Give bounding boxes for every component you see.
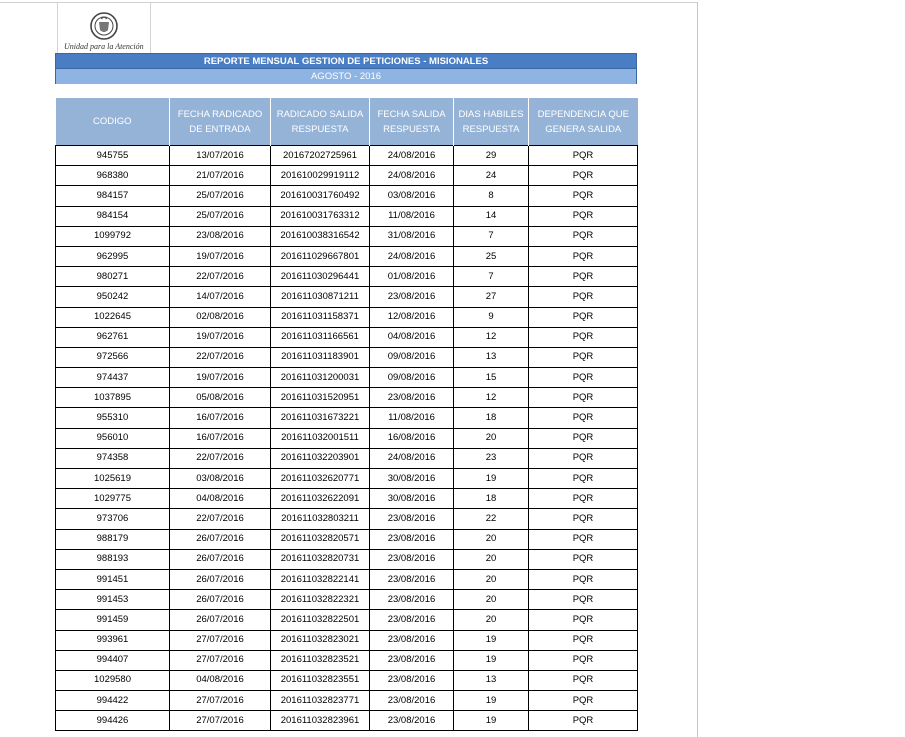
radicado-salida-cell: 201611031520951 [271, 388, 370, 408]
table-row [56, 347, 638, 367]
codigo-cell: 994407 [56, 650, 170, 670]
codigo-cell: 984154 [56, 206, 170, 226]
codigo-cell: 991459 [56, 610, 170, 630]
codigo-cell: 1029775 [56, 489, 170, 509]
table-header-row [56, 98, 638, 146]
institution-logo [57, 3, 151, 54]
fecha-radicado-cell: 25/07/2016 [170, 186, 271, 206]
fecha-salida-cell: 23/08/2016 [370, 590, 454, 610]
dependencia-cell: PQR [529, 489, 638, 509]
fecha-salida-cell: 23/08/2016 [370, 630, 454, 650]
fecha-salida-cell: 16/08/2016 [370, 428, 454, 448]
radicado-salida-cell: 201611032820731 [271, 549, 370, 569]
fecha-salida-cell: 24/08/2016 [370, 246, 454, 266]
radicado-salida-cell: 201611031166561 [271, 327, 370, 347]
dependencia-cell: PQR [529, 549, 638, 569]
codigo-cell: 945755 [56, 146, 170, 166]
fecha-radicado-cell: 04/08/2016 [170, 670, 271, 690]
dependencia-cell: PQR [529, 388, 638, 408]
fecha-salida-cell: 31/08/2016 [370, 226, 454, 246]
coat-of-arms-icon [89, 11, 119, 41]
dias-habiles-cell: 19 [454, 711, 529, 731]
codigo-cell: 988179 [56, 529, 170, 549]
table-row [56, 327, 638, 347]
table-row [56, 630, 638, 650]
fecha-radicado-cell: 19/07/2016 [170, 327, 271, 347]
dias-habiles-cell: 13 [454, 670, 529, 690]
dias-habiles-cell: 15 [454, 368, 529, 388]
fecha-salida-cell: 11/08/2016 [370, 408, 454, 428]
table-row [56, 287, 638, 307]
table-row [56, 691, 638, 711]
radicado-salida-cell: 201611029667801 [271, 246, 370, 266]
fecha-radicado-cell: 26/07/2016 [170, 610, 271, 630]
dias-habiles-cell: 18 [454, 408, 529, 428]
fecha-radicado-cell: 05/08/2016 [170, 388, 271, 408]
fecha-radicado-cell: 22/07/2016 [170, 448, 271, 468]
dependencia-cell: PQR [529, 670, 638, 690]
codigo-cell: 991451 [56, 569, 170, 589]
dias-habiles-cell: 7 [454, 267, 529, 287]
fecha-salida-cell: 24/08/2016 [370, 448, 454, 468]
fecha-radicado-cell: 22/07/2016 [170, 267, 271, 287]
radicado-salida-cell: 20167202725961 [271, 146, 370, 166]
fecha-salida-cell: 23/08/2016 [370, 529, 454, 549]
radicado-salida-cell: 201611032823961 [271, 711, 370, 731]
table-row [56, 590, 638, 610]
fecha-radicado-cell: 03/08/2016 [170, 469, 271, 489]
dependencia-cell: PQR [529, 347, 638, 367]
fecha-radicado-cell: 27/07/2016 [170, 650, 271, 670]
dias-habiles-cell: 20 [454, 428, 529, 448]
dias-habiles-cell: 20 [454, 549, 529, 569]
radicado-salida-cell: 201611030296441 [271, 267, 370, 287]
dependencia-cell: PQR [529, 408, 638, 428]
report-period: AGOSTO - 2016 [55, 69, 637, 84]
dias-habiles-cell: 27 [454, 287, 529, 307]
dias-habiles-cell: 25 [454, 246, 529, 266]
dependencia-cell: PQR [529, 186, 638, 206]
codigo-cell: 962995 [56, 246, 170, 266]
fecha-radicado-cell: 19/07/2016 [170, 368, 271, 388]
dias-habiles-cell: 18 [454, 489, 529, 509]
fecha-salida-cell: 23/08/2016 [370, 509, 454, 529]
dependencia-cell: PQR [529, 206, 638, 226]
dependencia-cell: PQR [529, 650, 638, 670]
fecha-radicado-cell: 23/08/2016 [170, 226, 271, 246]
dias-habiles-cell: 24 [454, 166, 529, 186]
dias-habiles-cell: 8 [454, 186, 529, 206]
codigo-cell: 994426 [56, 711, 170, 731]
table-row [56, 388, 638, 408]
header-codigo: CODIGO [56, 98, 170, 146]
radicado-salida-cell: 201610031763312 [271, 206, 370, 226]
table-row [56, 448, 638, 468]
fecha-salida-cell: 23/08/2016 [370, 388, 454, 408]
dependencia-cell: PQR [529, 691, 638, 711]
fecha-radicado-cell: 26/07/2016 [170, 590, 271, 610]
table-row [56, 610, 638, 630]
radicado-salida-cell: 201611031158371 [271, 307, 370, 327]
fecha-salida-cell: 24/08/2016 [370, 146, 454, 166]
fecha-radicado-cell: 19/07/2016 [170, 246, 271, 266]
codigo-cell: 1029580 [56, 670, 170, 690]
fecha-salida-cell: 23/08/2016 [370, 549, 454, 569]
codigo-cell: 994422 [56, 691, 170, 711]
radicado-salida-cell: 201611032822321 [271, 590, 370, 610]
table-row [56, 529, 638, 549]
fecha-radicado-cell: 16/07/2016 [170, 428, 271, 448]
codigo-cell: 956010 [56, 428, 170, 448]
radicado-salida-cell: 201611032823551 [271, 670, 370, 690]
radicado-salida-cell: 201611032823771 [271, 691, 370, 711]
table-row [56, 650, 638, 670]
table-row [56, 186, 638, 206]
dependencia-cell: PQR [529, 711, 638, 731]
dependencia-cell: PQR [529, 569, 638, 589]
fecha-salida-cell: 23/08/2016 [370, 610, 454, 630]
table-row [56, 428, 638, 448]
header-dependencia: DEPENDENCIA QUE GENERA SALIDA [529, 98, 638, 146]
table-row [56, 408, 638, 428]
fecha-radicado-cell: 02/08/2016 [170, 307, 271, 327]
codigo-cell: 980271 [56, 267, 170, 287]
radicado-salida-cell: 201611032001511 [271, 428, 370, 448]
dias-habiles-cell: 19 [454, 630, 529, 650]
dependencia-cell: PQR [529, 630, 638, 650]
fecha-radicado-cell: 21/07/2016 [170, 166, 271, 186]
dependencia-cell: PQR [529, 529, 638, 549]
petitions-table [55, 98, 638, 731]
codigo-cell: 993961 [56, 630, 170, 650]
dependencia-cell: PQR [529, 246, 638, 266]
dias-habiles-cell: 12 [454, 327, 529, 347]
fecha-salida-cell: 09/08/2016 [370, 347, 454, 367]
fecha-radicado-cell: 16/07/2016 [170, 408, 271, 428]
dependencia-cell: PQR [529, 226, 638, 246]
radicado-salida-cell: 201611032620771 [271, 469, 370, 489]
header-fecha-radicado: FECHA RADICADO DE ENTRADA [170, 98, 271, 146]
table-row [56, 246, 638, 266]
fecha-radicado-cell: 13/07/2016 [170, 146, 271, 166]
dependencia-cell: PQR [529, 287, 638, 307]
codigo-cell: 984157 [56, 186, 170, 206]
dias-habiles-cell: 23 [454, 448, 529, 468]
fecha-radicado-cell: 26/07/2016 [170, 569, 271, 589]
table-row [56, 509, 638, 529]
dias-habiles-cell: 14 [454, 206, 529, 226]
radicado-salida-cell: 201611032823521 [271, 650, 370, 670]
header-radicado-salida: RADICADO SALIDA RESPUESTA [271, 98, 370, 146]
table-row [56, 670, 638, 690]
codigo-cell: 968380 [56, 166, 170, 186]
radicado-salida-cell: 201611032622091 [271, 489, 370, 509]
dependencia-cell: PQR [529, 146, 638, 166]
radicado-salida-cell: 201611032803211 [271, 509, 370, 529]
report-title: REPORTE MENSUAL GESTION DE PETICIONES - MISIONALES [55, 53, 637, 69]
dias-habiles-cell: 19 [454, 469, 529, 489]
fecha-salida-cell: 23/08/2016 [370, 287, 454, 307]
dependencia-cell: PQR [529, 307, 638, 327]
dependencia-cell: PQR [529, 610, 638, 630]
dependencia-cell: PQR [529, 267, 638, 287]
table-row [56, 206, 638, 226]
table-row [56, 469, 638, 489]
fecha-radicado-cell: 22/07/2016 [170, 347, 271, 367]
dependencia-cell: PQR [529, 327, 638, 347]
fecha-salida-cell: 23/08/2016 [370, 670, 454, 690]
dependencia-cell: PQR [529, 368, 638, 388]
dependencia-cell: PQR [529, 509, 638, 529]
radicado-salida-cell: 201611032822141 [271, 569, 370, 589]
table-row [56, 267, 638, 287]
table-body [56, 146, 638, 731]
logo-caption: Unidad para la Atención [64, 42, 144, 51]
fecha-salida-cell: 24/08/2016 [370, 166, 454, 186]
radicado-salida-cell: 201611032203901 [271, 448, 370, 468]
radicado-salida-cell: 201610031760492 [271, 186, 370, 206]
fecha-salida-cell: 23/08/2016 [370, 711, 454, 731]
fecha-radicado-cell: 04/08/2016 [170, 489, 271, 509]
codigo-cell: 962761 [56, 327, 170, 347]
fecha-radicado-cell: 27/07/2016 [170, 691, 271, 711]
radicado-salida-cell: 201610029919112 [271, 166, 370, 186]
codigo-cell: 972566 [56, 347, 170, 367]
fecha-salida-cell: 03/08/2016 [370, 186, 454, 206]
dias-habiles-cell: 19 [454, 650, 529, 670]
dependencia-cell: PQR [529, 448, 638, 468]
header-dias-habiles: DIAS HABILES RESPUESTA [454, 98, 529, 146]
radicado-salida-cell: 201611031673221 [271, 408, 370, 428]
codigo-cell: 974358 [56, 448, 170, 468]
table-row [56, 166, 638, 186]
fecha-salida-cell: 23/08/2016 [370, 691, 454, 711]
fecha-radicado-cell: 26/07/2016 [170, 529, 271, 549]
codigo-cell: 1025619 [56, 469, 170, 489]
radicado-salida-cell: 201611032822501 [271, 610, 370, 630]
radicado-salida-cell: 201611032823021 [271, 630, 370, 650]
fecha-radicado-cell: 27/07/2016 [170, 711, 271, 731]
fecha-salida-cell: 09/08/2016 [370, 368, 454, 388]
radicado-salida-cell: 201611031183901 [271, 347, 370, 367]
page-right-edge [697, 2, 698, 737]
fecha-radicado-cell: 27/07/2016 [170, 630, 271, 650]
radicado-salida-cell: 201610038316542 [271, 226, 370, 246]
codigo-cell: 988193 [56, 549, 170, 569]
codigo-cell: 955310 [56, 408, 170, 428]
fecha-radicado-cell: 14/07/2016 [170, 287, 271, 307]
dependencia-cell: PQR [529, 469, 638, 489]
codigo-cell: 973706 [56, 509, 170, 529]
codigo-cell: 1037895 [56, 388, 170, 408]
fecha-salida-cell: 23/08/2016 [370, 569, 454, 589]
codigo-cell: 991453 [56, 590, 170, 610]
fecha-salida-cell: 30/08/2016 [370, 469, 454, 489]
table-row [56, 146, 638, 166]
codigo-cell: 1022645 [56, 307, 170, 327]
dependencia-cell: PQR [529, 166, 638, 186]
fecha-radicado-cell: 26/07/2016 [170, 549, 271, 569]
table-row [56, 549, 638, 569]
fecha-salida-cell: 01/08/2016 [370, 267, 454, 287]
codigo-cell: 950242 [56, 287, 170, 307]
dias-habiles-cell: 12 [454, 388, 529, 408]
fecha-radicado-cell: 22/07/2016 [170, 509, 271, 529]
header-fecha-salida: FECHA SALIDA RESPUESTA [370, 98, 454, 146]
table-row [56, 226, 638, 246]
dias-habiles-cell: 20 [454, 529, 529, 549]
fecha-salida-cell: 04/08/2016 [370, 327, 454, 347]
dias-habiles-cell: 13 [454, 347, 529, 367]
fecha-salida-cell: 30/08/2016 [370, 489, 454, 509]
radicado-salida-cell: 201611030871211 [271, 287, 370, 307]
dependencia-cell: PQR [529, 428, 638, 448]
codigo-cell: 1099792 [56, 226, 170, 246]
dias-habiles-cell: 20 [454, 610, 529, 630]
dias-habiles-cell: 7 [454, 226, 529, 246]
dias-habiles-cell: 20 [454, 590, 529, 610]
table-row [56, 711, 638, 731]
dias-habiles-cell: 29 [454, 146, 529, 166]
codigo-cell: 974437 [56, 368, 170, 388]
fecha-salida-cell: 12/08/2016 [370, 307, 454, 327]
dias-habiles-cell: 20 [454, 569, 529, 589]
fecha-salida-cell: 11/08/2016 [370, 206, 454, 226]
fecha-salida-cell: 23/08/2016 [370, 650, 454, 670]
radicado-salida-cell: 201611031200031 [271, 368, 370, 388]
radicado-salida-cell: 201611032820571 [271, 529, 370, 549]
dias-habiles-cell: 22 [454, 509, 529, 529]
table-row [56, 569, 638, 589]
dias-habiles-cell: 9 [454, 307, 529, 327]
dependencia-cell: PQR [529, 590, 638, 610]
fecha-radicado-cell: 25/07/2016 [170, 206, 271, 226]
table-row [56, 489, 638, 509]
table-row [56, 307, 638, 327]
table-row [56, 368, 638, 388]
dias-habiles-cell: 19 [454, 691, 529, 711]
